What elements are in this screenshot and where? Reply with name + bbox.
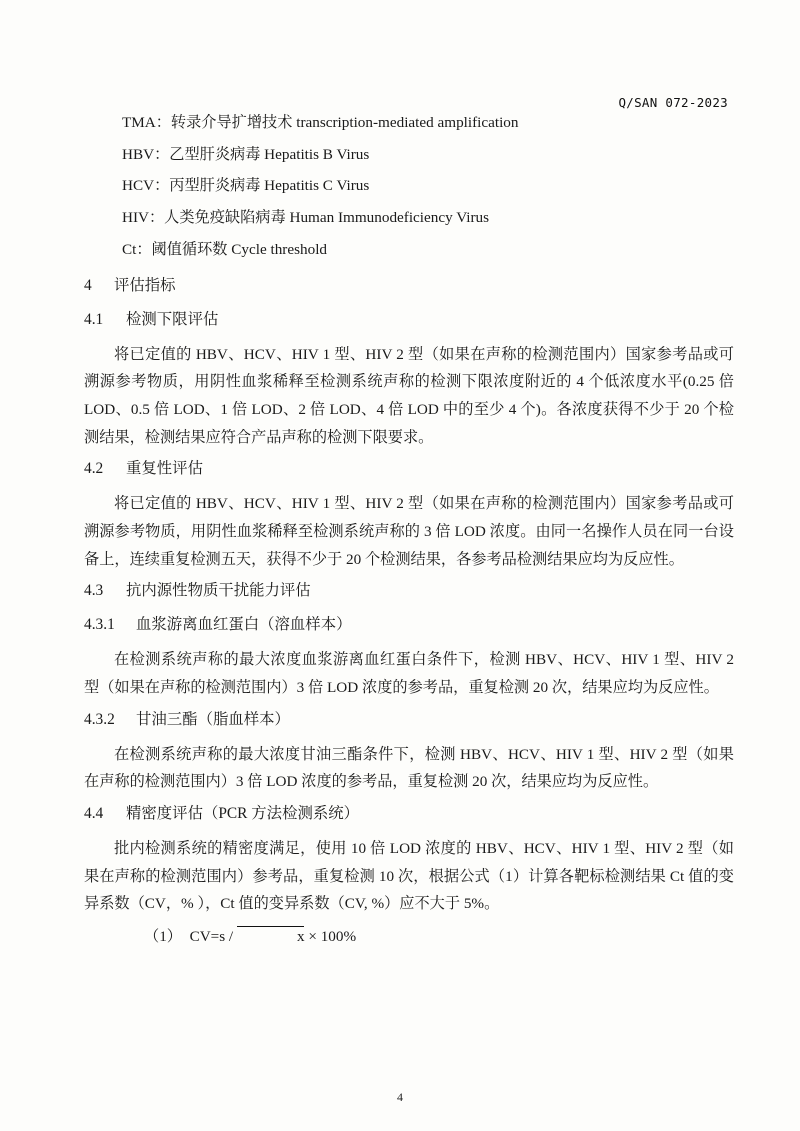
section-number: 4.3.2 bbox=[84, 710, 115, 728]
abbreviation-item: HBV：乙型肝炎病毒 Hepatitis B Virus bbox=[122, 145, 370, 163]
section-heading-4-3 bbox=[84, 578, 734, 600]
abbreviation-item: HIV：人类免疫缺陷病毒 Human Immunodeficiency Virus bbox=[122, 209, 490, 227]
abbreviation-item: TMA：转录介导扩增技术 transcription-mediated amplification bbox=[122, 114, 519, 131]
section-number: 4.2 bbox=[84, 460, 104, 478]
section-heading-4 bbox=[84, 273, 734, 295]
abbreviation-item: HCV：丙型肝炎病毒 Hepatitis C Virus bbox=[122, 177, 370, 195]
section-heading-4-3-1 bbox=[84, 612, 734, 634]
section-paragraph-4-3-2: 在检测系统声称的最大浓度甘油三酯条件下，检测 HBV、HCV、HIV 1 型、HIV 2 型（如果在声称的检测范围内）3 倍 LOD 浓度的参考品，重复检测 20 次，结果应均为反应性。 bbox=[84, 745, 734, 791]
section-heading-4-2 bbox=[84, 456, 734, 478]
section-paragraph-4-1: 将已定值的 HBV、HCV、HIV 1 型、HIV 2 型（如果在声称的检测范围内）国家参考品或可溯源参考物质，用阴性血浆稀释至检测系统声称的检测下限浓度附近的 4 个低浓度水平(0.25 倍 LOD、0.5 倍 LOD、1 倍 LOD、2 倍 LOD、4 倍 LOD 中的至少 4 个)。各浓度获得不少于 20 个检测结果，检测结果应符合产品声称的检测下限要求。 bbox=[84, 345, 734, 446]
section-paragraph-4-3-1: 在检测系统声称的最大浓度血浆游离血红蛋白条件下，检测 HBV、HCV、HIV 1 型、HIV 2 型（如果在声称的检测范围内）3 倍 LOD 浓度的参考品，重复检测 20 次，结果应均为反应性。 bbox=[84, 651, 734, 696]
section-title: 抗内源性物质干扰能力评估 bbox=[126, 582, 311, 600]
section-title: 重复性评估 bbox=[126, 460, 203, 478]
overbar bbox=[237, 926, 304, 927]
formula-line bbox=[84, 925, 734, 946]
section-heading-4-3-2 bbox=[84, 707, 734, 729]
section-number: 4.3 bbox=[84, 582, 104, 600]
section-heading-4-1 bbox=[84, 307, 734, 329]
document-header-code: Q/SAN 072-2023 bbox=[618, 95, 728, 110]
formula-rhs: × 100% bbox=[308, 927, 357, 945]
section-paragraph-4-2: 将已定值的 HBV、HCV、HIV 1 型、HIV 2 型（如果在声称的检测范围内）国家参考品或可溯源参考物质，用阴性血浆稀释至检测系统声称的 3 倍 LOD 浓度。由同一名操作人员在同一台设备上，连续重复检测五天，获得不少于 20 个检测结果，各参考品检测结果应均为反应性。 bbox=[84, 495, 734, 568]
abbreviation-item: Ct：阈值循环数 Cycle threshold bbox=[122, 240, 328, 258]
section-heading-4-4 bbox=[84, 801, 734, 823]
document-body bbox=[84, 114, 734, 946]
formula-mean-variable: x bbox=[237, 928, 305, 946]
section-title: 甘油三酯（脂血样本） bbox=[136, 710, 290, 728]
formula-label: （1） bbox=[144, 927, 182, 945]
section-number: 4.4 bbox=[84, 804, 104, 822]
page-number: 4 bbox=[397, 1090, 403, 1104]
formula-lhs: CV=s / bbox=[189, 927, 234, 945]
section-number: 4.1 bbox=[84, 310, 104, 328]
section-paragraph-4-4: 批内检测系统的精密度满足，使用 10 倍 LOD 浓度的 HBV、HCV、HIV 1 型、HIV 2 型（如果在声称的检测范围内）参考品，重复检测 10 次，根据公式（1）计算各靶标检测结果 Ct 值的变异系数（CV，% ），Ct 值的变异系数（CV, %）应不大于 5%。 bbox=[84, 839, 734, 913]
section-title: 血浆游离血红蛋白（溶血样本） bbox=[136, 616, 352, 634]
section-number: 4 bbox=[84, 276, 92, 294]
section-number: 4.3.1 bbox=[84, 616, 115, 634]
section-title: 精密度评估（PCR 方法检测系统） bbox=[126, 804, 360, 822]
section-title: 评估指标 bbox=[114, 276, 176, 294]
section-title: 检测下限评估 bbox=[126, 310, 219, 328]
